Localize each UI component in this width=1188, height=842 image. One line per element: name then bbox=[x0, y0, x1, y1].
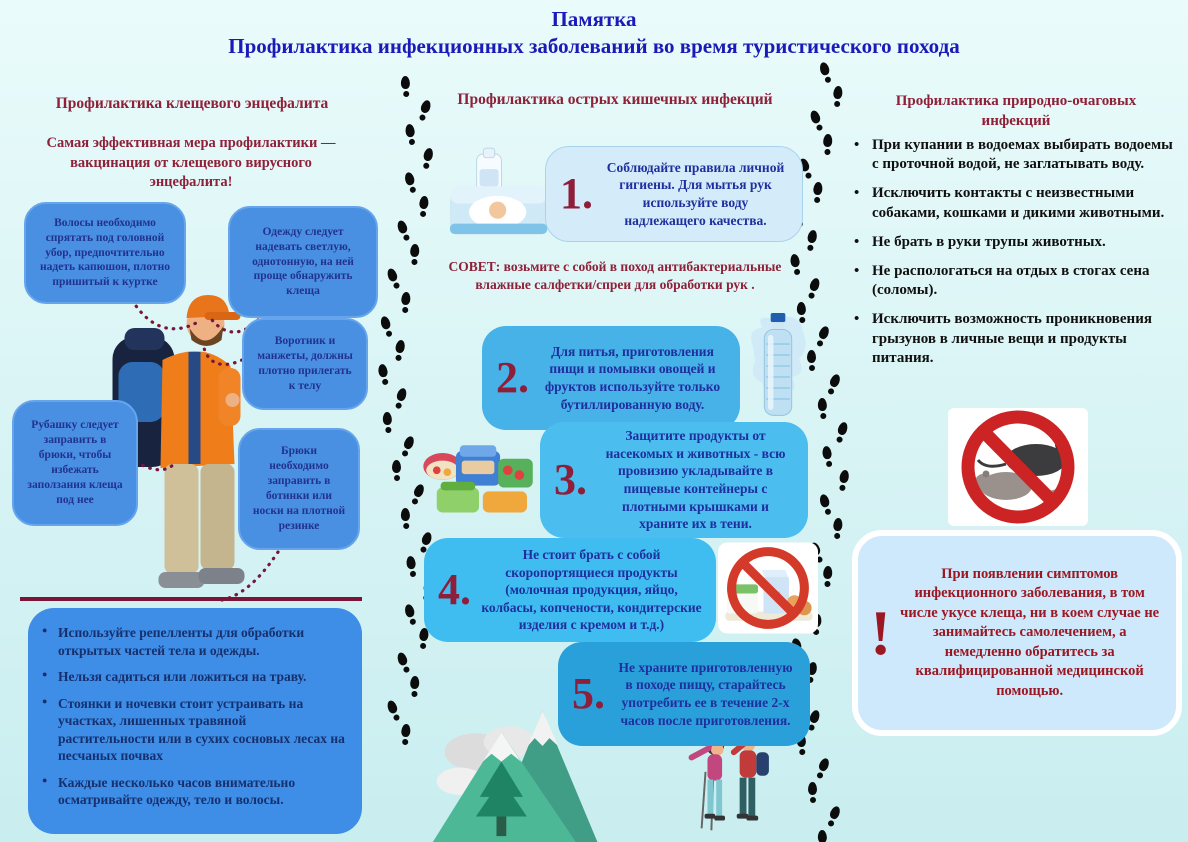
bubble-collar: Воротник и манжеты, должны плотно прилегать к телу bbox=[242, 318, 368, 410]
list-item: ● Каждые несколько часов внимательно осматривайте одежду, тело и волосы. bbox=[42, 774, 346, 809]
left-column-heading: Профилактика клещевого энцефалита bbox=[55, 95, 329, 112]
page-title bbox=[214, 6, 974, 61]
exclamation-icon: ! bbox=[870, 596, 892, 668]
step-number: 3. bbox=[554, 455, 587, 504]
maroon-divider bbox=[20, 597, 362, 601]
water-bottle-image bbox=[746, 310, 810, 422]
bubble-clothes: Одежду следует надевать светлую, однотонную, на ней проще обнаружить клеща bbox=[228, 206, 378, 318]
step-text: Соблюдайте правила личной гигиены. Для мытья рук используйте воду надлежащего качества. bbox=[606, 159, 785, 228]
list-item: • Исключить контакты с неизвестными собаками, кошками и дикими животными. bbox=[848, 184, 1180, 222]
title-line1: Памятка bbox=[551, 7, 637, 31]
list-item: ● Используйте репелленты для обработки открытых частей тела и одежды. bbox=[42, 624, 346, 659]
natural-focal-list bbox=[848, 136, 1180, 378]
step-number: 4. bbox=[438, 565, 471, 614]
list-item: ● Стоянки и ночевки стоит устраивать на участках, лишенных травяной растительности или в сухих сосновых лесах на песчаных почвах bbox=[42, 695, 346, 765]
bubble-shirt: Рубашку следует заправить в брюки, чтобы избежать заползания клеща под нее bbox=[12, 400, 138, 526]
list-item: • При купании в водоемах выбирать водоемы с проточной водой, не заглатывать воду. bbox=[848, 136, 1180, 174]
no-perishables-image bbox=[718, 542, 818, 634]
tick-advice-list bbox=[42, 624, 346, 809]
step-text: Для питья, приготовления пищи и помывки овощей и фруктов используйте только бутиллированную воду. bbox=[544, 343, 721, 412]
wet-wipes-image bbox=[448, 146, 553, 241]
no-rodents-image bbox=[948, 408, 1088, 526]
left-intro-text: Самая эффективная мера профилактики — вакцинация от клещевого вирусного энцефалита! bbox=[46, 135, 336, 191]
warning-box bbox=[852, 530, 1182, 736]
step-number: 1. bbox=[560, 169, 593, 218]
step-number: 2. bbox=[496, 353, 529, 402]
advice-text: СОВЕТ: возьмите с собой в поход антибактериальные влажные салфетки/спреи для обработки рук . bbox=[448, 259, 782, 293]
bubble-hair: Волосы необходимо спрятать под головной убор, предпочтительно надеть капюшон, плотно пришитый к куртке bbox=[24, 202, 186, 304]
food-containers-image bbox=[420, 428, 538, 524]
right-column-heading: Профилактика природно-очаговых инфекций bbox=[895, 93, 1137, 129]
middle-column-heading: Профилактика острых кишечных инфекций bbox=[457, 91, 773, 108]
title-line2: Профилактика инфекционных заболеваний во время туристического похода bbox=[228, 34, 960, 59]
step-text: Защитите продукты от насекомых и животных - всю провизию укладывайте в пищевые контейнеры с плотными крышками и храните их в тени. bbox=[605, 428, 786, 532]
list-item: ● Нельзя садиться или ложиться на траву. bbox=[42, 668, 346, 686]
bubble-trousers: Брюки необходимо заправить в ботинки или носки на плотной резинке bbox=[238, 428, 360, 550]
list-item: • Не брать в руки трупы животных. bbox=[848, 233, 1180, 252]
list-item: • Исключить возможность проникновения грызунов в личные вещи и продукты питания. bbox=[848, 310, 1180, 368]
step-text: Не храните приготовленную в походе пищу, старайтесь употребить ее в течение 2-х часов после приготовления. bbox=[618, 659, 793, 728]
tick-advice-box bbox=[28, 608, 362, 834]
warning-text: При появлении симптомов инфекционного заболевания, в том числе укусе клеща, ни в коем случае не занимайтесь самолечением, а немедленно обратитесь за квалифицированной медицинской помощью. bbox=[900, 565, 1160, 699]
step-number: 5. bbox=[572, 669, 605, 718]
step-text: Не стоит брать с собой скоропортящиеся продукты (молочная продукция, яйцо, колбасы, копчености, кондитерские изделия с кремом и т.д.) bbox=[481, 547, 702, 633]
list-item: • Не распологаться на отдых в стогах сена (соломы). bbox=[848, 262, 1180, 300]
